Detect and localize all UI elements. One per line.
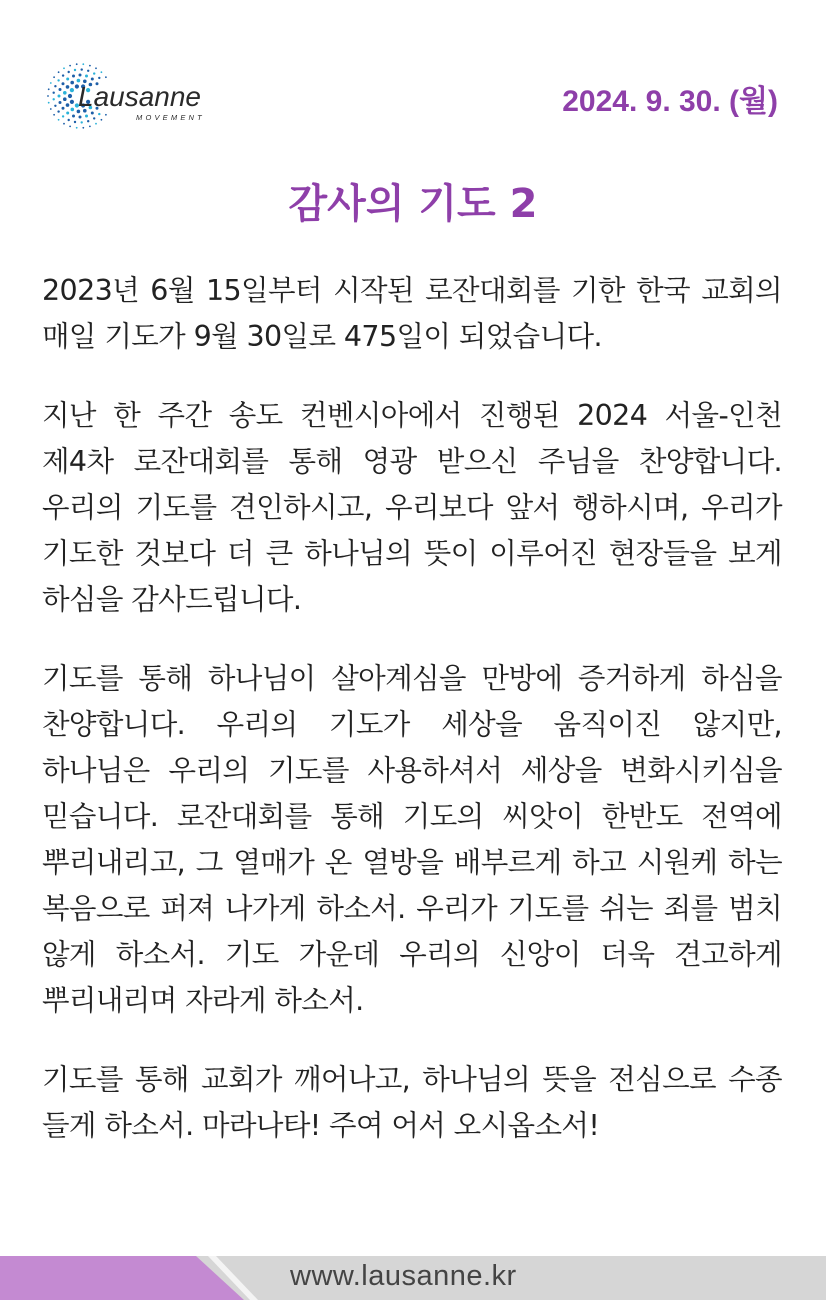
page-title: 감사의 기도 2 <box>288 181 538 227</box>
logo-subtitle: MOVEMENT <box>136 113 205 122</box>
logo-dot <box>50 108 52 110</box>
logo-dot <box>98 113 100 115</box>
logo-dot <box>89 65 91 67</box>
date-label: 2024. 9. 30. (월) <box>562 85 778 118</box>
logo-dot <box>59 88 62 91</box>
logo-dot <box>87 120 89 122</box>
logo-dot <box>82 127 84 129</box>
logo-dot <box>53 98 55 100</box>
logo-dot <box>63 123 65 125</box>
logo-dot <box>62 74 64 76</box>
logo-dot <box>79 116 82 119</box>
logo-dot <box>72 115 75 118</box>
logo-dot <box>69 126 71 128</box>
logo-dot <box>74 69 76 71</box>
logo-dot <box>66 78 69 81</box>
logo-dot <box>66 112 69 115</box>
logo-dot <box>68 119 70 121</box>
logo-dot <box>70 88 74 92</box>
logo-dot <box>79 74 82 77</box>
logo-dot <box>98 77 100 79</box>
logo-dot <box>81 68 83 70</box>
logo-dot <box>70 100 74 104</box>
paragraph-1: 2023년 6월 15일부터 시작된 로잔대회를 기한 한국 교회의 매일 기도가 9월 30일로 475일이 되었습니다. <box>42 274 782 353</box>
logo-dot <box>66 103 70 107</box>
logo-dot <box>58 95 61 98</box>
footer-website-link[interactable]: www.lausanne.kr <box>290 1260 517 1292</box>
logo-dot <box>87 70 89 72</box>
logo-dot <box>53 114 55 116</box>
logo-dot <box>47 95 49 97</box>
logo-wordmark: Lausanne <box>78 81 202 112</box>
logo-dot <box>54 85 56 87</box>
logo-dot <box>93 72 95 74</box>
logo-dot <box>63 67 65 69</box>
logo-dot <box>101 119 103 121</box>
logo-dot <box>58 119 60 121</box>
paragraph-3: 기도를 통해 하나님이 살아계심을 만방에 증거하게 하심을 찬양합니다. 우리의 기도가 세상을 움직이진 않지만, 하나님은 우리의 기도를 사용하셔서 세상을 변화시키심을 믿습니다. 로잔대회를 통해 기도의 씨앗이 한반도 전역에 뿌리내리고, 그 열매가 온 열방을 배부르게 하고 시원케 하는 복음으로 퍼져 나가게 하소서. 우리가 기도를 쉬는 죄를 범치 않게 하소서. 기도 가운데 우리의 신앙이 더욱 견고하게 뿌리내리며 자라게 하소서. <box>42 662 782 1017</box>
logo-dot <box>68 94 72 98</box>
logo-dot <box>71 108 75 112</box>
lausanne-dots-icon <box>44 58 224 136</box>
logo-dot <box>81 121 83 123</box>
logo-dot <box>62 107 65 110</box>
logo-dot <box>66 85 70 89</box>
logo-dot <box>48 102 50 104</box>
logo-dot <box>76 127 78 129</box>
logo-dot <box>76 63 78 65</box>
footer-purple-shape <box>0 1256 244 1300</box>
logo-dot <box>68 71 70 73</box>
logo-dot <box>63 97 67 101</box>
logo-dot <box>74 121 76 123</box>
logo-dot <box>101 71 103 73</box>
logo-dot <box>54 105 56 107</box>
paragraph-2: 지난 한 주간 송도 컨벤시아에서 진행된 2024 서울-인천 제4차 로잔대회를 통해 영광 받으신 주님을 찬양합니다. 우리의 기도를 견인하시고, 우리보다 앞서 행하시며, 우리가 기도한 것보다 더 큰 하나님의 뜻이 이루어진 현장들을 보게 하심을 감사드립니다. <box>42 399 782 616</box>
paragraph-4: 기도를 통해 교회가 깨어나고, 하나님의 뜻을 전심으로 수종 들게 하소서. 마라나타! 주여 어서 오시옵소서! <box>42 1063 782 1142</box>
logo-dot <box>50 82 52 84</box>
lausanne-logo[interactable] <box>44 58 224 136</box>
logo-dot <box>95 67 97 69</box>
logo-dot <box>58 71 60 73</box>
prayer-body <box>42 268 782 1182</box>
logo-dot <box>48 88 50 90</box>
logo-dot <box>59 101 62 104</box>
logo-dot <box>62 115 64 117</box>
logo-dot <box>93 117 95 119</box>
logo-dot <box>82 63 84 65</box>
logo-dot <box>105 114 107 116</box>
logo-dot <box>89 126 91 128</box>
logo-dot <box>57 110 59 112</box>
logo-dot <box>53 76 55 78</box>
logo-dot <box>63 91 67 95</box>
logo-dot <box>53 92 55 94</box>
logo-dot <box>69 65 71 67</box>
logo-dot <box>85 115 88 118</box>
logo-dot <box>57 79 59 81</box>
logo-dot <box>70 81 74 85</box>
logo-dot <box>85 75 88 78</box>
logo-dot <box>95 123 97 125</box>
logo-dot <box>105 76 107 78</box>
logo-dot <box>62 82 65 85</box>
logo-dot <box>72 75 75 78</box>
footer-bar <box>0 1256 826 1300</box>
